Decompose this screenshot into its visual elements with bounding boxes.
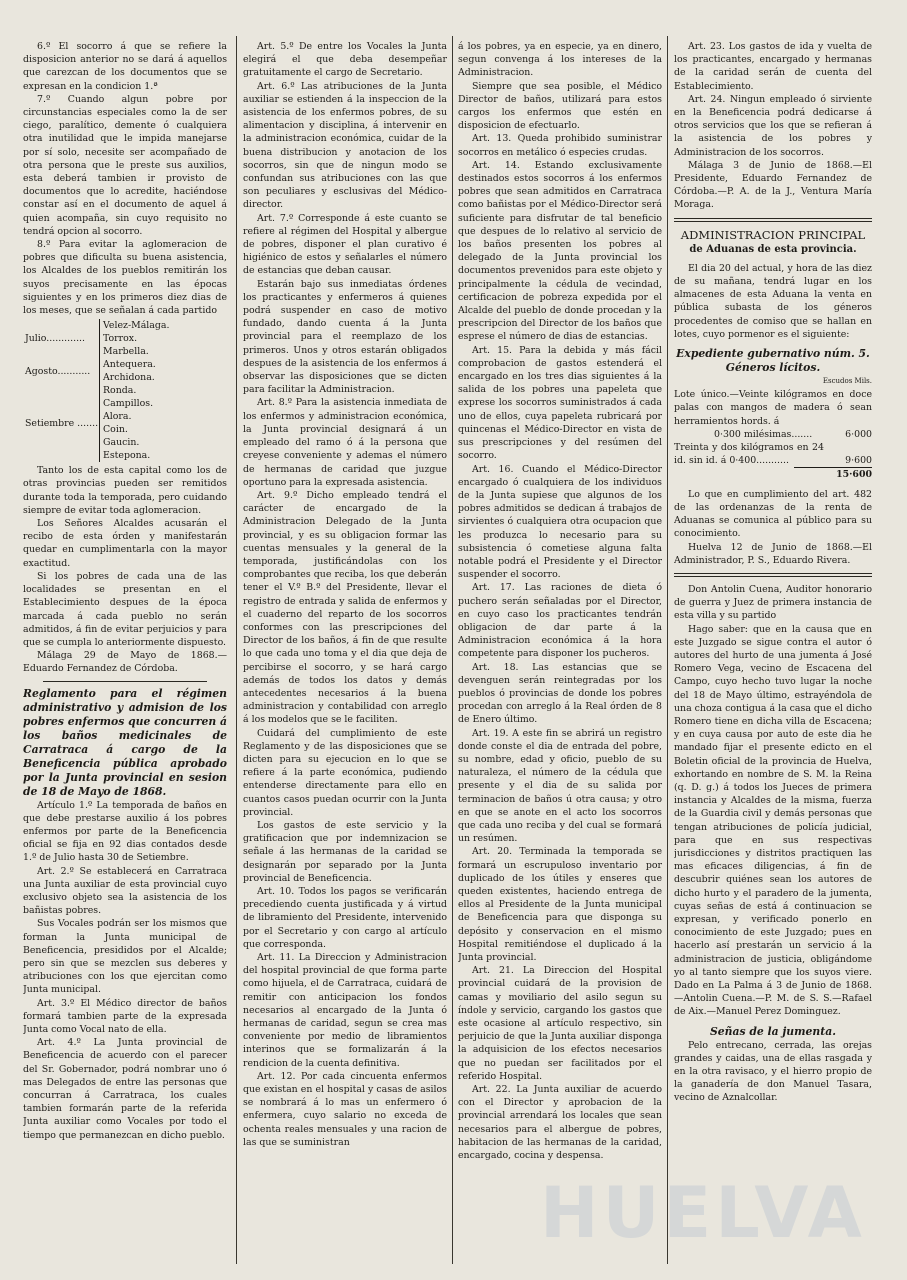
paragraph: Cuidará del cumplimiento de este Reglamento y de las disposiciones que se dicten para su ejecucion en lo que se refiere á la parte económica, pudiendo entenderse directamente para ello en cuantos casos puedan ocurrir con la Junta provincial. xyxy=(243,727,447,818)
town: Campillos. xyxy=(103,398,154,410)
article: Art. 14. Estando exclusivamente destinados estos socorros á los enfermos pobres que sean admitidos en Carratraca como bañistas por el Médico-Director será suficiente para disfrutar de tal beneficio que despues de lo relativo al servicio de los baños presenten los pobres al delegado de la Junta provincial los documentos prevenidos para este objeto y principalmente la cédula de vecindad, certificacion de pobreza expedida por el Alcalde del pueblo de donde procedan y la prescripcion del Director de los baños que esprese el número de dias de estancias. xyxy=(458,159,662,343)
period-month: Agosto........... xyxy=(25,365,91,377)
section-heading: ADMINISTRACION PRINCIPAL xyxy=(680,227,866,242)
divider xyxy=(674,218,872,222)
article: Art. 24. Ningun empleado ó sirviente en la Beneficencia podrá dedicarse á otros servicios que los que se refieran á la asistencia de los pobres y Administracion de los socorros. xyxy=(674,93,872,158)
paragraph: Si los pobres de cada una de las localidades se presentan en el Establecimiento despues de la época marcada á cada pueblo no serán admitidos, á fin de evitar perjuicios y para que se cumpla lo anteriormente dispuesto. xyxy=(23,570,227,648)
article: Art. 20. Terminada la temporada se formará un escrupuloso inventario por duplicado de los útiles y enseres que queden existentes, haciendo entrega de ellos al Presidente de la Junta municipal de Beneficencia para que disponga su depósito y conservacion en el mismo Hospital remitiéndose el duplicado á la Junta provincial. xyxy=(458,846,662,964)
article: Art. 10. Todos los pagos se verificarán precediendo cuenta justificada y á virtud de libramiento del Presidente, intervenido por el Secretario y con cargo al artículo que corresponda. xyxy=(243,886,447,950)
paragraph: Siempre que sea posible, el Médico Director de baños, utilizará para estos cargos los enfermos que estén en disposicion de efectuarlo. xyxy=(458,80,662,132)
town: Ronda. xyxy=(103,385,137,397)
town: Coin. xyxy=(103,424,128,436)
lot-row xyxy=(674,428,872,441)
paragraph: Los Señores Alcaldes acusarán el recibo de esta órden y manifestarán quedar en cumplimentarla con la mayor exactitud. xyxy=(23,518,227,569)
article: Art. 23. Los gastos de ida y vuelta de los practicantes, encargado y hermanas de la caridad serán de cuenta del Establecimiento. xyxy=(674,41,872,92)
period-towns xyxy=(100,384,170,462)
lot-amount: 6·000 xyxy=(845,428,872,440)
paragraph: á los pobres, ya en especie, ya en dinero, segun convenga á los intereses de la Administracion. xyxy=(458,41,662,79)
article: Art. 21. La Direccion del Hospital provincial cuidará de la provision de camas y moviliario del asilo segun su índole y servicio, cargando los gastos que este ocasione al artículo respectivo, sin perjuicio de que la Junta auxiliar disponga la adquisicion de los efectos necesarios que no puedan ser facilitados por el referido Hospital. xyxy=(458,965,662,1082)
divider xyxy=(43,681,207,682)
column-4 xyxy=(674,40,872,1262)
paragraph: Don Antolin Cuena, Auditor honorario de guerra y Juez de primera instancia de esta villa y su partido xyxy=(674,583,872,622)
paragraph: Tanto los de esta capital como los de otras provincias pueden ser remitidos durante toda la temporada, pero cuidando siempre de evitar toda aglomeracion. xyxy=(23,465,227,516)
town: Alora. xyxy=(103,411,132,423)
lot-rate: 0·300 milésimas....... xyxy=(714,428,813,440)
column-3 xyxy=(458,40,662,1262)
divider xyxy=(674,573,872,577)
paragraph: Pelo entrecano, cerrada, las orejas grandes y caidas, una de ellas rasgada y en la otra ravisaco, y el hierro propio de la ganadería de don Manuel Tasara, vecino de Aznalcollar. xyxy=(674,1039,872,1104)
town: Gaucin. xyxy=(103,437,140,449)
currency-header: Escudos Mils. xyxy=(822,377,872,386)
paragraph: Sus Vocales podrán ser los mismos que forman la Junta municipal de Beneficencia, presididos por el Alcalde; pero sin que se mezclen sus deberes y atribuciones con los que ejercitan como Junta municipal. xyxy=(23,918,227,996)
article: Art. 8.º Para la asistencia inmediata de los enfermos y administracion económica, la Junta provincial designará á un empleado del ramo ó á la persona que creyese conveniente y ademas el número de hermanas de caridad que juzgue oportuno para la expresada asistencia. xyxy=(243,397,447,488)
article: Art. 6.º Las atribuciones de la Junta auxiliar se estienden á la inspeccion de la asistencia de los enfermos pobres, de su alimentacion y disciplina, á intervenir en la administracion económica, cuidar de la buena distribucion y anotacion de los socorros, sin que de ningun modo se confundan sus atribuciones con las que son peculiares y esclusivas del Médico-director. xyxy=(243,80,447,211)
article: Art. 7.º Corresponde á este cuanto se refiere al régimen del Hospital y albergue de pobres, disponer el plan curativo é higiénico de estos y señalarles el número de estancias que deban causar. xyxy=(243,212,447,277)
article: Art. 11. La Direccion y Administracion del hospital provincial de que forma parte como hijuela, el de Carratraca, cuidará de remitir con anticipacion los fondos necesarios al encargado de la Junta ó hermanas de caridad, segun se crea mas conveniente por medio de libramientos interinos que se formalizarán á la rendicion de la cuenta definitiva. xyxy=(243,952,447,1069)
article: Art. 13. Queda prohibido suministrar socorros en metálico ó especies crudas. xyxy=(458,133,662,158)
article: Art. 19. A este fin se abrirá un registro donde conste el dia de entrada del pobre, su nombre, edad y oficio, pueblo de su naturaleza, el número de la cédula que presente y el dia de su salida por terminacion de baños ú otra causa; y otro en que se anote en el acto los socorros que cada uno reciba y del cual se formará un resúmen. xyxy=(458,727,662,845)
paragraph: Hago saber: que en la causa que en este Juzgado se sigue contra el autor ó autores del hurto de una jumenta á José Romero Vega, vecino de Escacena del Campo, cuyo hecho tuvo lugar la noche del 18 de Mayo último, estrayéndola de una choza contigua á la casa que el dicho Romero tiene en dicha villa de Escacena; y en cuya causa por auto de este dia he mandado fijar el presente edicto en el Boletin oficial de la provincia de Huelva, exhortando en nombre de S. M. la Reina (q. D. g.) á todos los Jueces de primera instancia y Alcaldes de la misma, fuerza de la Guardia civil y demás personas que tengan atribuciones de policía judicial, para que en sus respectivas jurisdicciones y distritos practiquen las mas eficaces diligencias, á fin de descubrir quiénes sean los autores de dicho hurto y el paradero de la jumenta, cuyas señas de está á continuacion se expresan, y verificado ponerlo en conocimiento de este Juzgado; pues en hacerlo así prestarán un servicio á la administracion de justicia, obligándome yo al tanto siempre que los suyos viere. Dado en La Palma á 3 de Junio de 1868.—Antolin Cuena.—P. M. de S. S.—Rafael de Aix.—Manuel Perez Dominguez. xyxy=(674,623,872,1018)
regulation-title: Reglamento para el régimen administrativo y admision de los pobres enfermos que concurren á los baños medicinales de Carratraca á cargo de la Beneficencia pública aprobado por la Junta provincial en sesion de 18 de Mayo de 1868. xyxy=(23,686,227,798)
article: Art. 9.º Dicho empleado tendrá el carácter de encargado de la Administracion Delegado de la Junta provincial, y es su obligacion formar las cuentas mensuales y la general de la temporada, justificándolas con los comprobantes que reciba, los que deberán tener el V.º B.º del Presidente, llevar el registro de entrada y salida de enfermos y el cuaderno del reparto de los socorros conformes con las prescripciones del Director de los baños, á fin de que resulte lo que cada uno toma y el dia que deja de percibirse el socorro, y se hará cargo además de todos los datos y demás antecedentes necesarios á la buena administracion y contabilidad con arreglo á los modelos que se le faciliten. xyxy=(243,489,447,726)
column-rule xyxy=(667,36,668,1264)
paragraph: 7.º Cuando algun pobre por circunstancias especiales como la de ser ciego, paralítico, demente ó cualquiera otra inutilidad que le impida manejarse por sí solo, necesite ser acompañado de otra persona que le preste sus auxilios, esta deberá tambien ir provisto de documentos que lo acredite, haciéndose constar así en el documento de aquel á quien acompaña, sin cuyo requisito no tendrá opcion al socorro. xyxy=(23,93,227,237)
lot-description: Treinta y dos kilógramos en 24 id. sin id. á 0·400........... xyxy=(674,442,824,467)
column-2 xyxy=(243,40,447,1262)
article: Art. 22. La Junta auxiliar de acuerdo con el Director y aprobacion de la provincial arrendará los locales que sean necesarios para el albergue de pobres, habitacion de las hermanas de la caridad, encargado, cocina y despensa. xyxy=(458,1084,662,1162)
article: Art. 12. Por cada cincuenta enfermos que existan en el hospital y casas de asilos se nombrará á lo mas un enfermero ó enfermera, cuyo salario no exceda de ochenta reales mensuales y una racion de las que se suministran xyxy=(243,1070,447,1148)
section-subheading: de Aduanas de esta provincia. xyxy=(689,243,857,255)
article: Art. 18. Las estancias que se devenguen serán reintegradas por los pueblos ó provincias de donde los pobres procedan con arreglo á la Real órden de 8 de Enero último. xyxy=(458,661,662,726)
article: Art. 3.º El Médico director de baños formará tambien parte de la expresada Junta como Vocal nato de ella. xyxy=(23,997,227,1035)
column-rule xyxy=(452,36,453,1264)
watermark: HUELVA xyxy=(540,1172,866,1254)
expediente-title: Expediente gubernativo núm. 5. xyxy=(676,347,870,361)
article: Artículo 1.º La temporada de baños en que debe prestarse auxilio á los pobres enfermos por parte de la Beneficencia oficial se fija en 92 dias contados desde 1.º de Julio hasta 30 de Setiembre. xyxy=(23,799,227,864)
period-month: Julio............. xyxy=(25,333,86,345)
period-towns xyxy=(100,319,170,358)
article: Art. 4.º La Junta provincial de Beneficencia de acuerdo con el parecer del Sr. Gobernador, podrá nombrar uno ó mas Delegados de entre las personas que concurran á Carratraca, los cuales tambien formarán parte de la referida Junta auxiliar como Vocales por todo el tiempo que permanezcan en dicho pueblo. xyxy=(23,1037,227,1141)
article: Art. 2.º Se establecerá en Carratraca una Junta auxiliar de esta provincial cuyo exclusivo objeto sea la asistencia de los bañistas pobres. xyxy=(23,865,227,917)
town: Marbella. xyxy=(103,346,149,358)
article: Art. 5.º De entre los Vocales la Junta elegirá el que deba desempeñar gratuitamente el cargo de Secretario. xyxy=(243,41,447,79)
paragraph: 8.º Para evitar la aglomeracion de pobres que dificulta su buena asistencia, los Alcaldes de los pueblos remitirán los suyos precisamente en las épocas siguientes y en los primeros diez dias de los meses, que se señalan á cada partido xyxy=(23,239,227,317)
period-month: Setiembre ....... xyxy=(25,417,99,429)
paragraph: Estarán bajo sus inmediatas órdenes los practicantes y enfermeros á quienes podrá suspender en caso de motivo fundado, dando cuenta á la Junta provincial para el reemplazo de los primeros. Unos y otros estarán obligados despues de la asistencia de los enfermos á observar las disposiciones que se dicten para facilitar la Administracion. xyxy=(243,278,447,396)
town: Archidona. xyxy=(103,372,155,384)
lot-row xyxy=(674,441,872,467)
article: Art. 16. Cuando el Médico-Director encargado ó cualquiera de los individuos de la Junta supiese que algunos de los pobres admitidos se dedican á trabajos de sirvientes ó cualquiera otra ocupacion que les produzca lo necesario para su subsistencia ó cometiese alguna falta notable podrá el Presidente y el Director suspender el socorro. xyxy=(458,463,662,581)
article: Art. 17. Las raciones de dieta ó puchero serán señaladas por el Director, en cuyo caso los practicantes tendrán obligacion de dar parte á la Administracion económica á la hora competente para disponer los pucheros. xyxy=(458,582,662,660)
paragraph: Los gastos de este servicio y la gratificacion que por indemnizacion se señale á las hermanas de la caridad se designarán por separado por la Junta provincial de Beneficencia. xyxy=(243,819,447,884)
period-towns xyxy=(100,358,170,384)
town: Antequera. xyxy=(103,359,156,371)
signature: Huelva 12 de Junio de 1868.—El Administrador, P. S., Eduardo Rivera. xyxy=(674,541,872,566)
town: Velez-Málaga. xyxy=(103,320,170,332)
lot-amount: 9·600 xyxy=(845,455,872,467)
signature: Málaga 29 de Mayo de 1868.— Eduardo Fernandez de Córdoba. xyxy=(23,650,227,675)
lot-total: 15·600 xyxy=(794,467,872,481)
expediente-subtitle: Géneros lícitos. xyxy=(725,361,821,375)
paragraph: 6.º El socorro á que se refiere la disposicion anterior no se dará á aquellos que carezcan de los documentos que se expresan en la condicion 1.ª xyxy=(23,41,227,92)
column-1 xyxy=(23,40,227,1262)
article: Art. 15. Para la debida y más fácil comprobacion de gastos estenderá el encargado en los tres dias siguientes á la salida de los pobres una papeleta que exprese los socorros suministrados á cada uno de ellos, cuya papeleta rubricará por quincenas el Médico-Director en vista de sus prescripciones y del resúmen del socorro. xyxy=(458,344,662,462)
senas-title: Señas de la jumenta. xyxy=(709,1024,837,1038)
paragraph: Lo que en cumplimiento del art. 482 de las ordenanzas de la renta de Aduanas se comunica al público para su conocimiento. xyxy=(674,488,872,540)
town: Torrox. xyxy=(103,333,138,345)
lot-description: Lote único.—Veinte kilógramos en doce palas con mangos de madera ó sean herramientos hords. á xyxy=(674,389,872,427)
paragraph: El dia 20 del actual, y hora de las diez de su mañana, tendrá lugar en los almacenes de esta Aduana la venta en pública subasta de los géneros procedentes de comiso que se hallan en lotes, cuyo pormenor es el siguiente: xyxy=(674,262,872,340)
signature: Málaga 3 de Junio de 1868.—El Presidente, Eduardo Fernandez de Córdoba.—P. A. de la J., Ventura María Moraga. xyxy=(674,159,872,211)
town: Estepona. xyxy=(103,450,151,462)
column-rule xyxy=(236,36,237,1264)
period-table xyxy=(25,319,169,462)
